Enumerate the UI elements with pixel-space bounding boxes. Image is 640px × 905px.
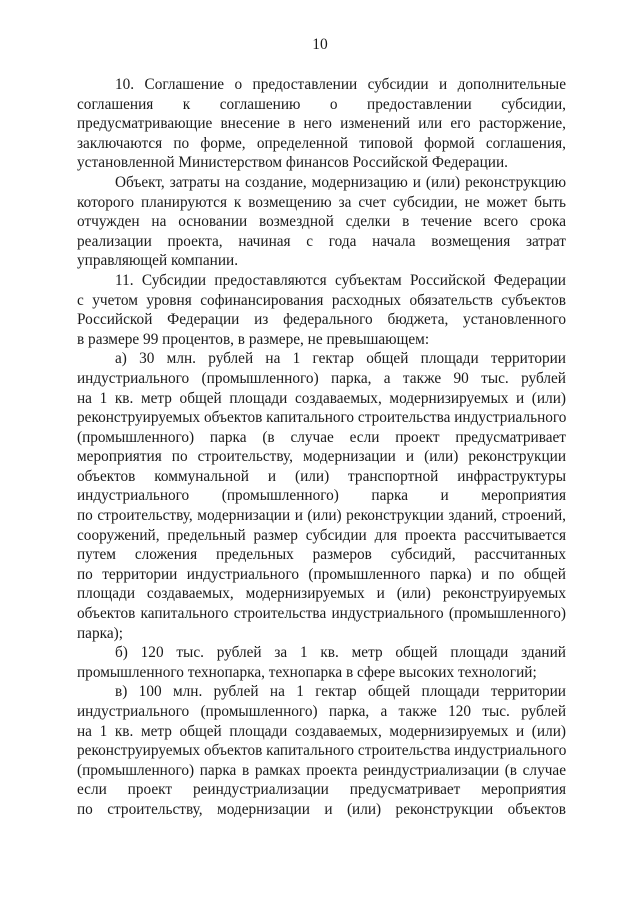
text-line: индустриального (промышленного) парка, а также 120 тыс. рублей [77, 703, 566, 720]
text-line: индустриального (промышленного) парка, а также 90 тыс. рублей [77, 369, 566, 387]
text-line: индустриального (промышленного) парка и мероприятия [77, 487, 566, 505]
text-line: если проект реиндустриализации предусматривает мероприятия [77, 781, 566, 799]
text-line: предусматривающие внесение в него изменений или его расторжение, [77, 115, 566, 133]
text-line: парка); [77, 624, 123, 642]
text-line: 10. Соглашение о предоставлении субсидии и дополнительные [115, 76, 566, 93]
text-line: реализации проекта, начиная с года начала возмещения затрат [77, 232, 566, 250]
text-line: с учетом уровня софинансирования расходных обязательств субъектов [77, 291, 566, 309]
text-line: а) 30 млн. рублей на 1 гектар общей площади территории [115, 350, 566, 368]
text-line: промышленного технопарка, технопарка в сфере высоких технологий; [77, 663, 537, 681]
text-line: реконструируемых объектов капитального строительства индустриального [77, 409, 567, 427]
text-line: (промышленного) парка (в случае если проект предусматривает [77, 428, 566, 446]
text-line: по строительству, модернизации и (или) реконструкции объектов [77, 800, 566, 818]
text-line: соглашения к соглашению о предоставлении субсидии, [77, 95, 566, 113]
text-line: на 1 кв. метр общей площади создаваемых, модернизируемых и (или) [77, 389, 566, 407]
text-line: на 1 кв. метр общей площади создаваемых, модернизируемых и (или) [77, 722, 566, 740]
text-line: сооружений, предельный размер субсидии для проекта рассчитывается [77, 526, 566, 544]
page-number: 10 [312, 36, 328, 53]
text-line: по строительству, модернизации и (или) реконструкции зданий, строений, [77, 507, 566, 525]
text-line: площади создаваемых, модернизируемых и (или) реконструируемых [77, 585, 566, 603]
text-line: 11. Субсидии предоставляются субъектам Российской Федерации [115, 271, 566, 289]
text-line: отчужден на основании возмездной сделки в течение всего срока [77, 213, 566, 231]
text-line: Российской Федерации из федерального бюджета, установленного [77, 311, 566, 329]
text-line: по территории индустриального (промышленного парка) и по общей [77, 565, 566, 583]
text-line: (промышленного) парка в рамках проекта реиндустриализации (в случае [77, 761, 566, 779]
text-line: объектов коммунальной и (или) транспортной инфраструктуры [77, 467, 566, 485]
text-line: заключаются по форме, определенной типовой формой соглашения, [77, 134, 566, 152]
text-line: путем сложения предельных размеров субсидий, рассчитанных [77, 546, 566, 564]
document-body [77, 75, 566, 820]
text-line: управляющей компании. [77, 252, 239, 270]
text-line: б) 120 тыс. рублей за 1 кв. метр общей площади зданий [115, 644, 566, 662]
text-line: в размере 99 процентов, в размере, не превышающем: [77, 330, 430, 348]
text-line: в) 100 млн. рублей на 1 гектар общей площади территории [115, 683, 566, 701]
text-line: установленной Министерством финансов Российской Федерации. [77, 154, 508, 172]
text-line: Объект, затраты на создание, модернизацию и (или) реконструкцию [115, 173, 566, 191]
text-line: которого планируются к возмещению за счет субсидии, не может быть [77, 193, 566, 211]
text-line: реконструируемых объектов капитального строительства индустриального [77, 742, 567, 760]
text-line: объектов капитального строительства индустриального (промышленного) [77, 605, 566, 623]
text-line: мероприятия по строительству, модернизации и (или) реконструкции [77, 448, 566, 466]
